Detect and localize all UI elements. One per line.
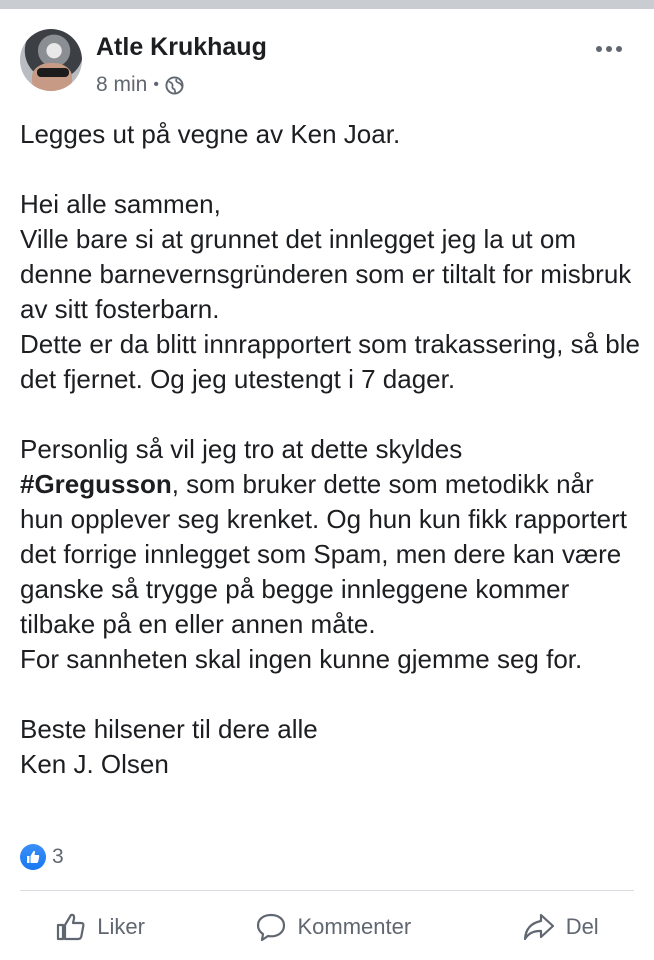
paragraph-text: , som bruker dette som metodikk når hun opplever seg krenket. Og hun kun fikk rapportert det forrige innlegget som Spam, men dere kan være ganske så trygge på begge innleggene kommer tilbake på en eller annen måte. For sannheten skal ingen kunne gjemme seg for.	[20, 469, 628, 674]
comment-icon	[255, 912, 287, 942]
hashtag-link[interactable]: #Gregusson	[20, 469, 172, 499]
paragraph-gap	[20, 397, 640, 432]
more-options-icon[interactable]	[594, 41, 624, 57]
post-header	[20, 29, 634, 96]
avatar-sunglasses	[37, 68, 69, 77]
share-icon	[522, 912, 556, 942]
comment-button-label: Kommenter	[297, 914, 412, 939]
action-bar	[0, 904, 654, 950]
post-paragraph: Beste hilsener til dere alle Ken J. Olsen	[20, 714, 318, 779]
post-paragraph: Hei alle sammen, Ville bare si at grunnet det innlegget jeg la ut om denne barnevernsgründeren som er tiltalt for misbruk av sitt fosterbarn. Dette er da blitt innrapportert som trakassering, så ble det fjernet. Og jeg utestengt i 7 dager.	[20, 189, 640, 394]
top-strip	[0, 0, 654, 9]
post-body	[20, 117, 640, 782]
paragraph-gap	[20, 677, 640, 712]
avatar[interactable]	[20, 29, 82, 91]
post-paragraph	[20, 432, 640, 677]
like-button[interactable]	[55, 912, 145, 942]
share-button-label: Del	[565, 914, 599, 939]
comment-button[interactable]	[255, 912, 411, 942]
post-timestamp[interactable]: 8 min	[96, 73, 148, 96]
reaction-count: 3	[52, 845, 64, 868]
post-meta	[96, 72, 184, 98]
like-icon	[55, 912, 87, 942]
post-paragraph: Legges ut på vegne av Ken Joar.	[20, 119, 401, 149]
paragraph-gap	[20, 152, 640, 187]
meta-separator: •	[153, 76, 159, 93]
author-name[interactable]: Atle Krukhaug	[96, 33, 267, 61]
reactions-summary[interactable]	[20, 844, 64, 870]
paragraph-text: Personlig så vil jeg tro at dette skyldes	[20, 434, 463, 464]
globe-icon[interactable]	[165, 76, 184, 95]
share-button[interactable]	[522, 912, 599, 942]
like-button-label: Liker	[97, 914, 145, 939]
like-reaction-icon	[20, 844, 46, 870]
actions-divider	[20, 890, 634, 891]
post-card	[0, 9, 654, 960]
